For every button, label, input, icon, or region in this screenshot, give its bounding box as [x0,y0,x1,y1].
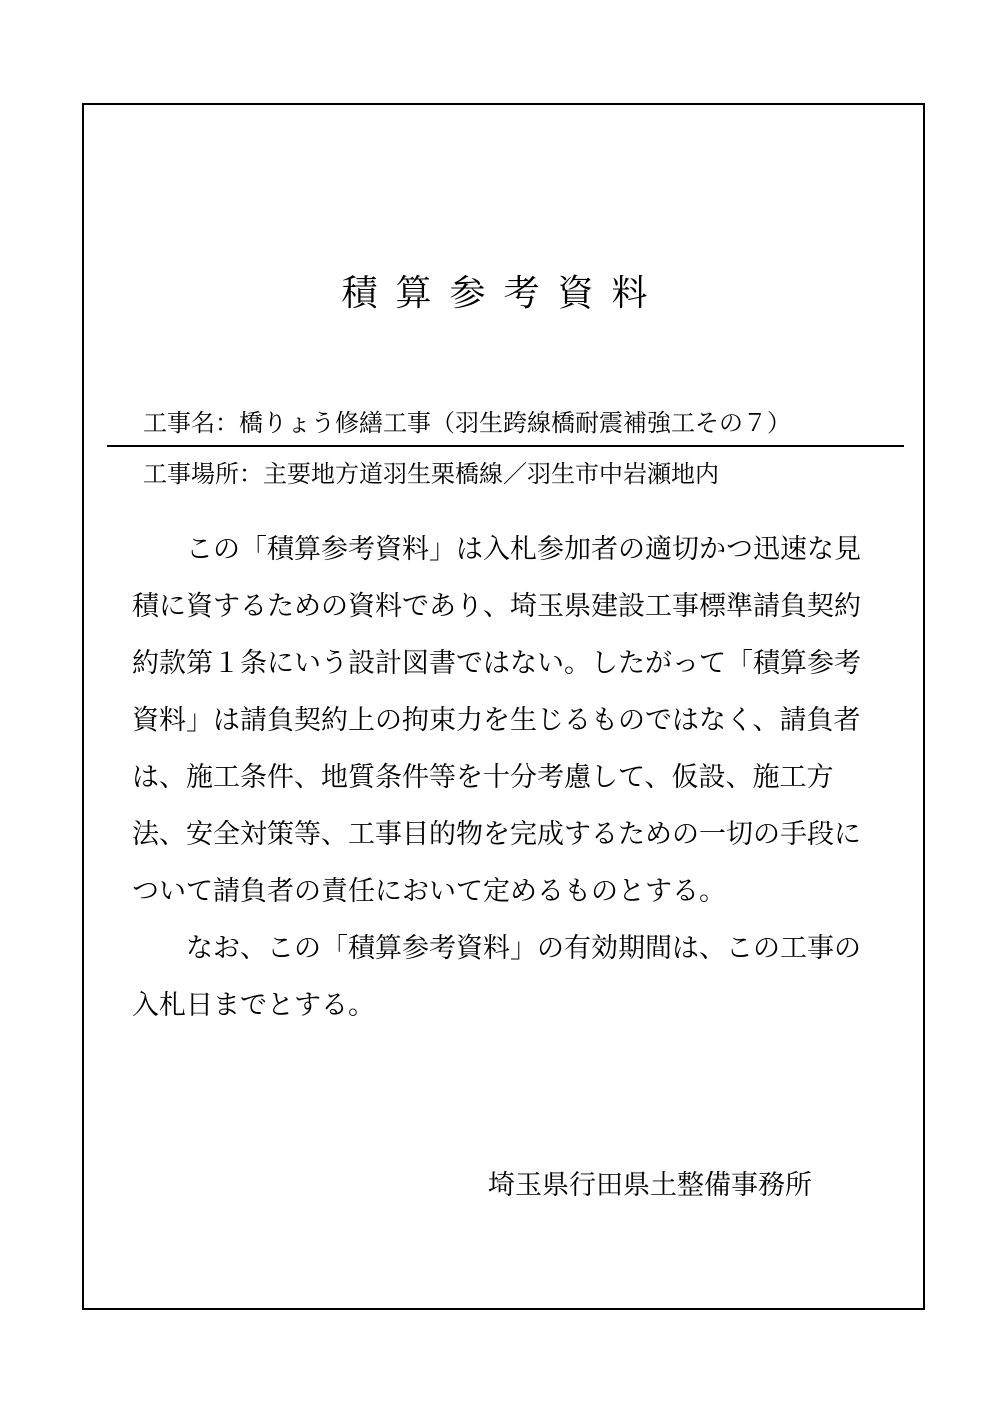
body-paragraph-1: この「積算参考資料」は入札参加者の適切かつ迅速な見 積に資するための資料であり、埼玉県建設工事標準請負契約 約款第１条にいう設計図書ではない。したがって「積算参考 資料」は請負契約上の拘束力を生じるものではなく、請負者 は、施工条件、地質条件等を十分考慮して、仮設、施工方 法、安全対策等、工事目的物を完成するための一切の手段に ついて請負者の責任において定めるものとする。 [132,534,861,907]
project-name-label: 工事名： [143,409,239,437]
project-name-line [143,405,791,441]
document-title: 積算参考資料 [341,273,666,314]
body-paragraph-2: なお、この「積算参考資料」の有効期間は、この工事の 入札日までとする。 [132,933,861,1021]
divider-line [107,445,904,447]
project-place-value: 主要地方道羽生栗橋線／羽生市中岩瀬地内 [263,460,719,488]
issuing-office: 埼玉県行田県土整備事務所 [488,1170,812,1201]
project-name-value: 橋りょう修繕工事（羽生跨線橋耐震補強工その７） [239,409,791,437]
body-text [132,521,902,1034]
project-place-line [143,456,719,492]
project-place-label: 工事場所： [143,460,263,488]
